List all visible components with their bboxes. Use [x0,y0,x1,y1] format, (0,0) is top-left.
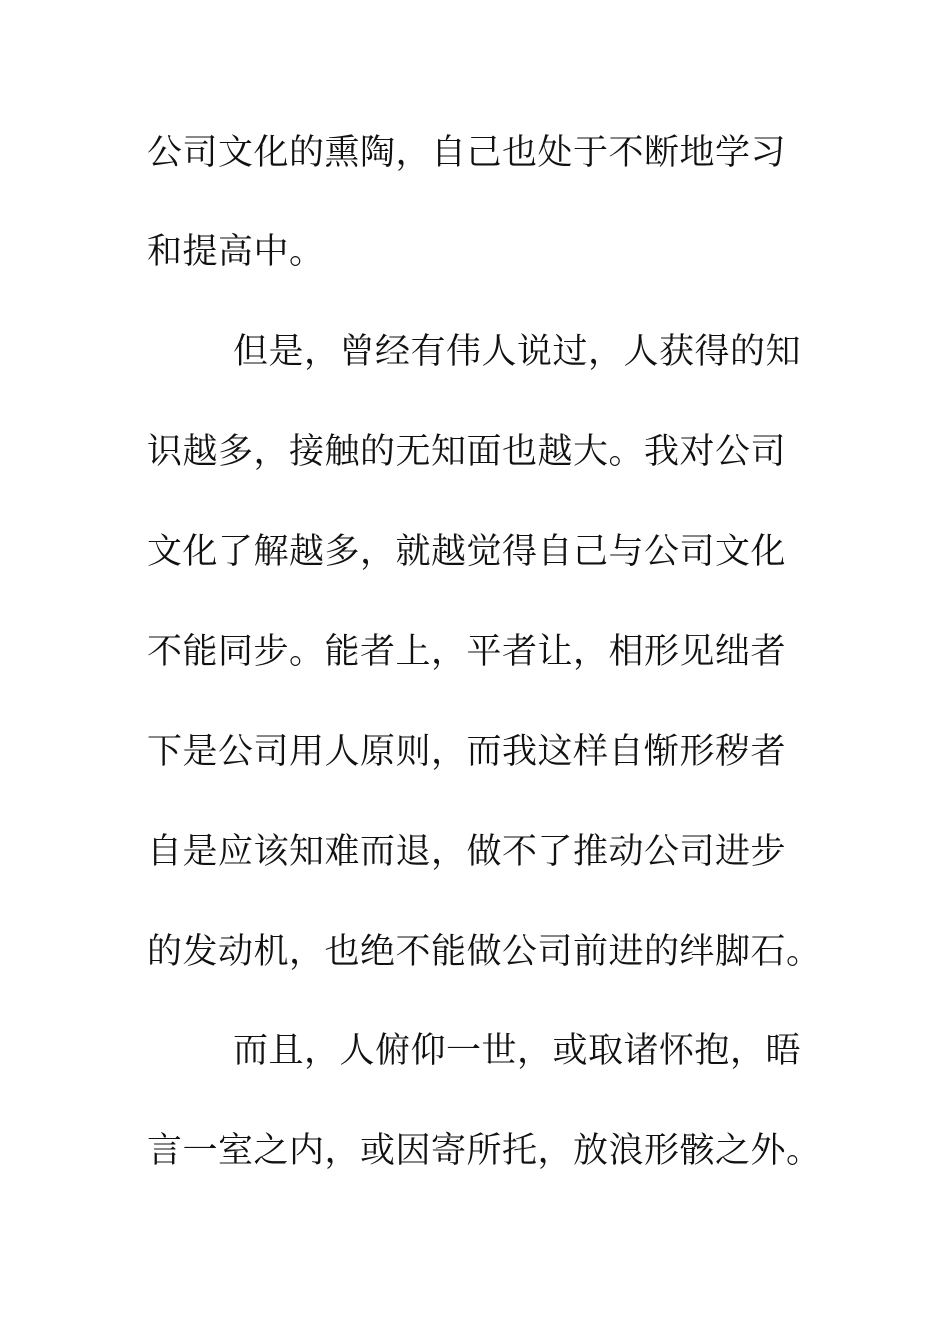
text-line: 文化了解越多，就越觉得自己与公司文化 [147,532,787,572]
text-line: 的发动机，也绝不能做公司前进的绊脚石。 [147,932,822,972]
paragraph-first-line: 而且，人俯仰一世，或取诸怀抱，晤 [233,1031,802,1071]
text-line: 公司文化的熏陶，自己也处于不断地学习 [147,133,787,173]
text-line: 不能同步。能者上，平者让，相形见绌者 [147,632,787,672]
paragraph-first-line: 但是，曾经有伟人说过，人获得的知 [233,332,802,372]
text-line: 和提高中。 [147,232,325,272]
text-line: 下是公司用人原则，而我这样自惭形秽者 [147,732,787,772]
text-line: 识越多，接触的无知面也越大。我对公司 [147,432,787,472]
text-line: 自是应该知难而退，做不了推动公司进步 [147,832,787,872]
text-line: 言一室之内，或因寄所托，放浪形骸之外。 [147,1131,822,1171]
